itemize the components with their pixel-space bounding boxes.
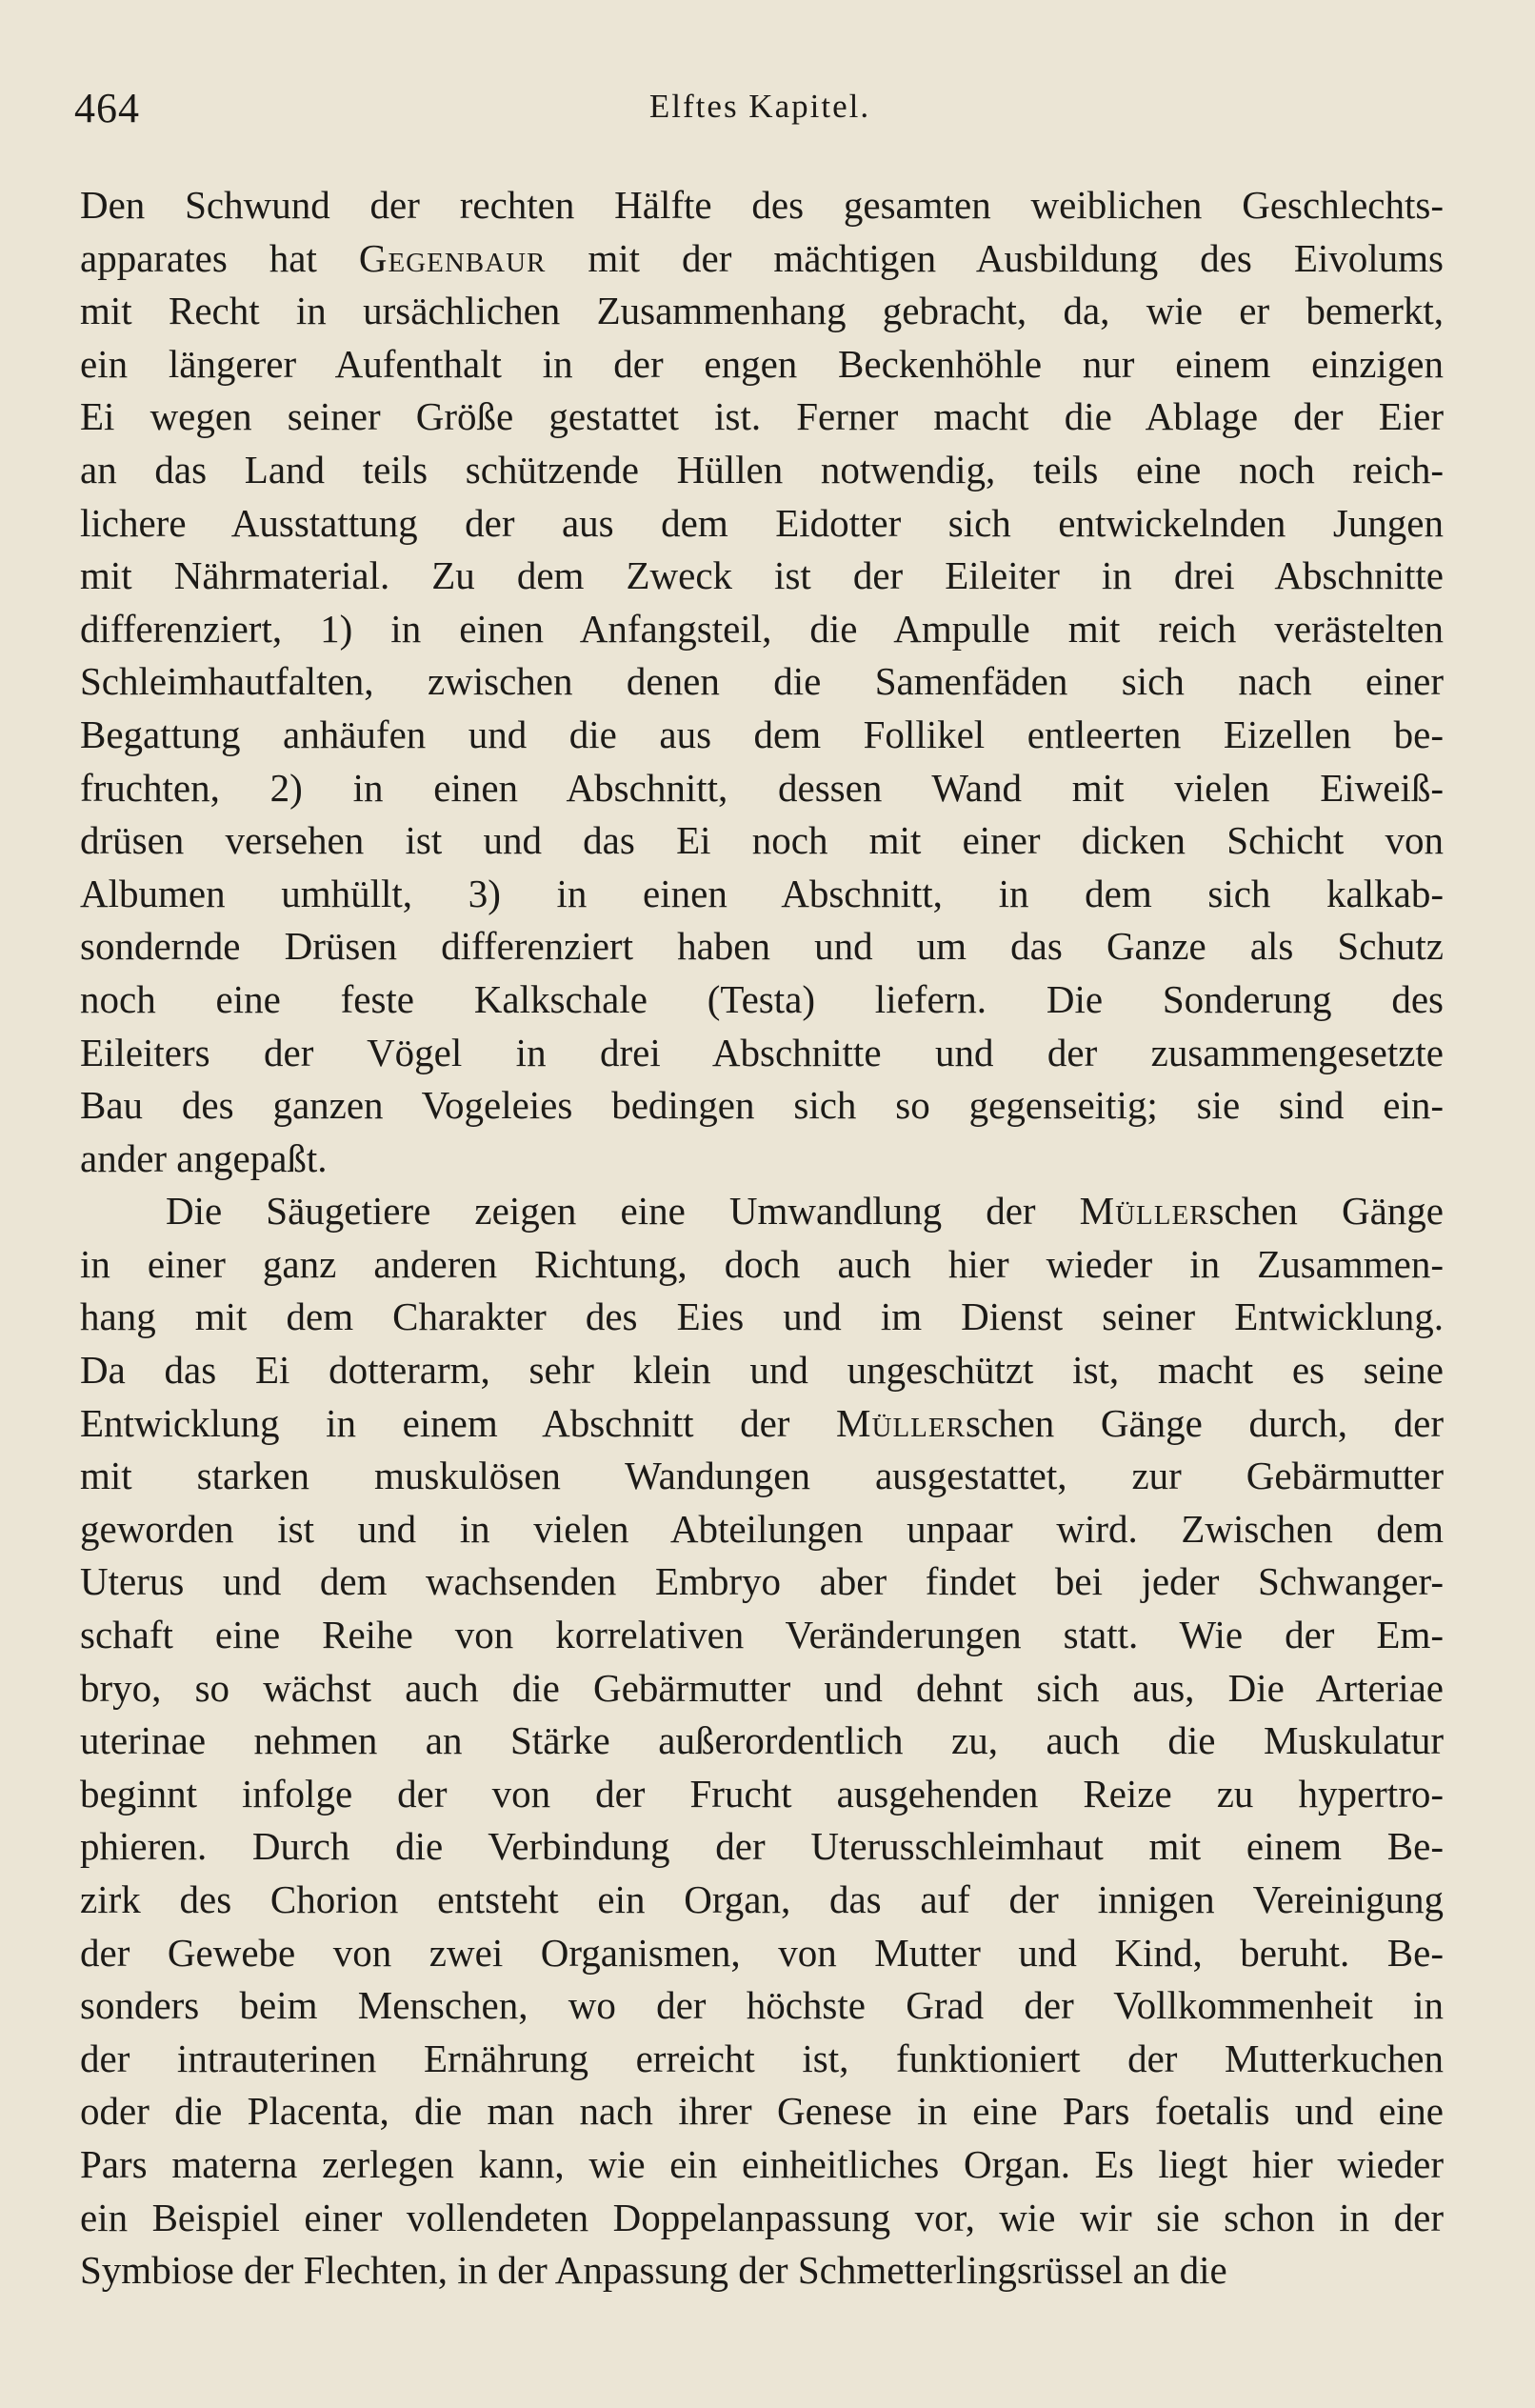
text-line	[80, 1609, 1444, 1662]
text-line	[80, 391, 1444, 444]
text-run: mit der mächtigen Ausbildung des Eivolums	[546, 235, 1444, 280]
text-line	[80, 1662, 1444, 1716]
text-run: sonders beim Menschen, wo der höchste Grad der Vollkommenheit in	[80, 1983, 1444, 2028]
text-run: apparates hat	[80, 235, 359, 280]
author-name: Müller	[1079, 1189, 1209, 1234]
text-run: differenziert, 1) in einen Anfangsteil, die Ampulle mit reich verästelten	[80, 606, 1444, 651]
text-run: fruchten, 2) in einen Abschnitt, dessen Wand mit vielen Eiweiß-	[80, 765, 1444, 810]
text-run: lichere Ausstattung der aus dem Eidotter sich entwickelnden Jungen	[80, 500, 1444, 545]
text-run: mit starken muskulösen Wandungen ausgestattet, zur Gebärmutter	[80, 1454, 1444, 1498]
text-run: schaft eine Reihe von korrelativen Veränderungen statt. Wie der Em-	[80, 1613, 1444, 1657]
text-line	[80, 2033, 1444, 2086]
text-line	[80, 1555, 1444, 1609]
text-run: Schleimhautfalten, zwischen denen die Samenfäden sich nach einer	[80, 659, 1444, 704]
text-line	[80, 1027, 1444, 1080]
text-run: Symbiose der Flechten, in der Anpassung der Schmetterlingsrüssel an die	[80, 2248, 1227, 2293]
text-line	[80, 2138, 1444, 2192]
page-header	[74, 84, 1445, 141]
text-line	[80, 1874, 1444, 1927]
text-run: beginnt infolge der von der Frucht ausgehenden Reize zu hypertro-	[80, 1771, 1444, 1816]
text-line	[80, 2244, 1444, 2298]
text-run: mit Recht in ursächlichen Zusammenhang gebracht, da, wie er bemerkt,	[80, 289, 1444, 333]
text-run: in einer ganz anderen Richtung, doch auch hier wieder in Zusammen-	[80, 1241, 1444, 1286]
text-run: schen Gänge durch, der	[965, 1400, 1444, 1445]
text-run: mit Nährmaterial. Zu dem Zweck ist der Eileiter in drei Abschnitte	[80, 553, 1444, 598]
text-line	[80, 1927, 1444, 1980]
text-line	[80, 1450, 1444, 1503]
text-run: der intrauterinen Ernährung erreicht ist, funktioniert der Mutterkuchen	[80, 2036, 1444, 2080]
text-run: ein Beispiel einer vollendeten Doppelanpassung vor, wie wir sie schon in der	[80, 2195, 1444, 2239]
text-line	[80, 1397, 1444, 1451]
text-line	[80, 444, 1444, 497]
text-line	[80, 1291, 1444, 1344]
text-run: Ei wegen seiner Größe gestattet ist. Ferner macht die Ablage der Eier	[80, 394, 1444, 439]
text-line	[80, 285, 1444, 338]
text-line	[80, 1715, 1444, 1768]
text-run: Den Schwund der rechten Hälfte des gesamten weiblichen Geschlechts-	[80, 183, 1444, 227]
text-line	[80, 920, 1444, 973]
text-run: der Gewebe von zwei Organismen, von Mutter und Kind, beruht. Be-	[80, 1930, 1444, 1975]
page-number: 464	[74, 85, 140, 131]
text-line	[80, 1344, 1444, 1397]
author-name: Müller	[836, 1400, 966, 1445]
text-run: Begattung anhäufen und die aus dem Follikel entleerten Eizellen be-	[80, 712, 1444, 756]
text-run: schen Gänge	[1208, 1189, 1444, 1234]
text-run: Die Säugetiere zeigen eine Umwandlung der	[166, 1189, 1080, 1234]
text-run: bryo, so wächst auch die Gebärmutter und dehnt sich aus, Die Arteriae	[80, 1665, 1444, 1710]
text-line	[80, 1238, 1444, 1292]
text-line	[80, 232, 1444, 286]
text-line	[80, 1079, 1444, 1133]
text-run: Da das Ei dotterarm, sehr klein und ungeschützt ist, macht es seine	[80, 1348, 1444, 1393]
text-run: geworden ist und in vielen Abteilungen unpaar wird. Zwischen dem	[80, 1506, 1444, 1551]
text-run: sondernde Drüsen differenziert haben und um das Ganze als Schutz	[80, 924, 1444, 969]
text-line	[80, 1133, 1444, 1186]
text-line	[80, 338, 1444, 391]
text-line	[80, 709, 1444, 762]
author-name: Gegenbaur	[358, 235, 547, 280]
text-run: Albumen umhüllt, 3) in einen Abschnitt, in dem sich kalkab-	[80, 871, 1444, 915]
text-line	[80, 868, 1444, 921]
text-line	[80, 2192, 1444, 2245]
text-run: phieren. Durch die Verbindung der Uterusschleimhaut mit einem Be-	[80, 1824, 1444, 1869]
text-line	[80, 1820, 1444, 1874]
text-run: ander angepaßt.	[80, 1135, 328, 1180]
text-run: Pars materna zerlegen kann, wie ein einheitliches Organ. Es liegt hier wieder	[80, 2141, 1444, 2186]
text-run: hang mit dem Charakter des Eies und im Dienst seiner Entwicklung.	[80, 1294, 1444, 1339]
text-run: Entwicklung in einem Abschnitt der	[80, 1400, 837, 1445]
text-run: ein längerer Aufenthalt in der engen Beckenhöhle nur einem einzigen	[80, 341, 1444, 386]
text-line	[80, 550, 1444, 603]
text-run: Eileiters der Vögel in drei Abschnitte und der zusammengesetzte	[80, 1030, 1444, 1074]
text-line	[80, 1979, 1444, 2033]
text-line	[80, 973, 1444, 1027]
text-run: oder die Placenta, die man nach ihrer Genese in eine Pars foetalis und eine	[80, 2089, 1444, 2134]
text-run: drüsen versehen ist und das Ei noch mit einer dicken Schicht von	[80, 818, 1444, 863]
text-line	[80, 1185, 1444, 1238]
text-run: Uterus und dem wachsenden Embryo aber findet bei jeder Schwanger-	[80, 1559, 1444, 1604]
body-text	[80, 179, 1444, 2298]
running-title: Elftes Kapitel.	[648, 88, 871, 125]
text-run: uterinae nehmen an Stärke außerordentlich zu, auch die Muskulatur	[80, 1718, 1444, 1763]
text-line	[80, 603, 1444, 656]
text-run: Bau des ganzen Vogeleies bedingen sich so gegenseitig; sie sind ein-	[80, 1083, 1444, 1128]
text-line	[80, 2085, 1444, 2138]
text-line	[80, 814, 1444, 868]
text-run: an das Land teils schützende Hüllen notwendig, teils eine noch reich-	[80, 447, 1444, 492]
text-line	[80, 655, 1444, 709]
text-run: zirk des Chorion entsteht ein Organ, das auf der innigen Vereinigung	[80, 1877, 1444, 1921]
text-line	[80, 179, 1444, 232]
text-line	[80, 1503, 1444, 1556]
text-run: noch eine feste Kalkschale (Testa) liefern. Die Sonderung des	[80, 976, 1444, 1021]
text-line	[80, 762, 1444, 815]
text-line	[80, 497, 1444, 551]
text-line	[80, 1768, 1444, 1821]
